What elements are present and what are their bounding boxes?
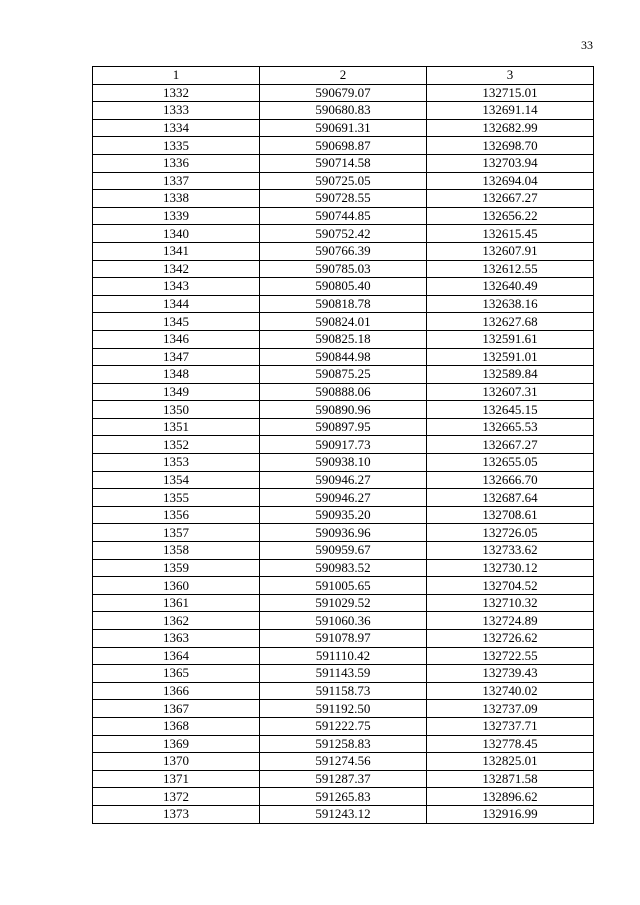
table-row bbox=[93, 84, 594, 102]
x-coordinate-cell: 590805.40 bbox=[260, 278, 427, 296]
point-number-cell: 1340 bbox=[93, 225, 260, 243]
x-coordinate-cell: 591060.36 bbox=[260, 612, 427, 630]
point-number-cell: 1354 bbox=[93, 471, 260, 489]
x-coordinate-cell: 590897.95 bbox=[260, 418, 427, 436]
table-row bbox=[93, 401, 594, 419]
table-row bbox=[93, 542, 594, 560]
y-coordinate-cell: 132655.05 bbox=[427, 454, 594, 472]
y-coordinate-cell: 132589.84 bbox=[427, 366, 594, 384]
point-number-cell: 1335 bbox=[93, 137, 260, 155]
x-coordinate-cell: 590744.85 bbox=[260, 207, 427, 225]
header-row bbox=[93, 67, 594, 85]
point-number-cell: 1337 bbox=[93, 172, 260, 190]
x-coordinate-cell: 591192.50 bbox=[260, 700, 427, 718]
table-row bbox=[93, 559, 594, 577]
x-coordinate-cell: 590680.83 bbox=[260, 102, 427, 120]
table-row bbox=[93, 418, 594, 436]
page-number: 33 bbox=[581, 38, 593, 52]
point-number-cell: 1357 bbox=[93, 524, 260, 542]
point-number-cell: 1346 bbox=[93, 330, 260, 348]
x-coordinate-cell: 590946.27 bbox=[260, 471, 427, 489]
point-number-cell: 1360 bbox=[93, 577, 260, 595]
x-coordinate-cell: 591265.83 bbox=[260, 788, 427, 806]
point-number-cell: 1353 bbox=[93, 454, 260, 472]
y-coordinate-cell: 132591.01 bbox=[427, 348, 594, 366]
y-coordinate-cell: 132665.53 bbox=[427, 418, 594, 436]
x-coordinate-cell: 590946.27 bbox=[260, 489, 427, 507]
table-body bbox=[93, 84, 594, 823]
x-coordinate-cell: 590818.78 bbox=[260, 295, 427, 313]
table-row bbox=[93, 577, 594, 595]
table-row bbox=[93, 172, 594, 190]
point-number-cell: 1352 bbox=[93, 436, 260, 454]
point-number-cell: 1365 bbox=[93, 665, 260, 683]
point-number-cell: 1347 bbox=[93, 348, 260, 366]
point-number-cell: 1345 bbox=[93, 313, 260, 331]
coordinates-table bbox=[92, 66, 594, 824]
y-coordinate-cell: 132722.55 bbox=[427, 647, 594, 665]
y-coordinate-cell: 132708.61 bbox=[427, 506, 594, 524]
y-coordinate-cell: 132638.16 bbox=[427, 295, 594, 313]
table-row bbox=[93, 102, 594, 120]
table-row bbox=[93, 260, 594, 278]
y-coordinate-cell: 132687.64 bbox=[427, 489, 594, 507]
x-coordinate-cell: 591158.73 bbox=[260, 682, 427, 700]
x-coordinate-cell: 590691.31 bbox=[260, 119, 427, 137]
y-coordinate-cell: 132666.70 bbox=[427, 471, 594, 489]
x-coordinate-cell: 591287.37 bbox=[260, 770, 427, 788]
table-row bbox=[93, 137, 594, 155]
x-coordinate-cell: 590825.18 bbox=[260, 330, 427, 348]
point-number-cell: 1341 bbox=[93, 242, 260, 260]
table-row bbox=[93, 278, 594, 296]
y-coordinate-cell: 132703.94 bbox=[427, 154, 594, 172]
y-coordinate-cell: 132704.52 bbox=[427, 577, 594, 595]
y-coordinate-cell: 132640.49 bbox=[427, 278, 594, 296]
y-coordinate-cell: 132627.68 bbox=[427, 313, 594, 331]
x-coordinate-cell: 590938.10 bbox=[260, 454, 427, 472]
y-coordinate-cell: 132710.32 bbox=[427, 594, 594, 612]
y-coordinate-cell: 132740.02 bbox=[427, 682, 594, 700]
y-coordinate-cell: 132739.43 bbox=[427, 665, 594, 683]
point-number-cell: 1356 bbox=[93, 506, 260, 524]
table-row bbox=[93, 770, 594, 788]
x-coordinate-cell: 591222.75 bbox=[260, 717, 427, 735]
x-coordinate-cell: 590844.98 bbox=[260, 348, 427, 366]
point-number-cell: 1355 bbox=[93, 489, 260, 507]
x-coordinate-cell: 591274.56 bbox=[260, 753, 427, 771]
table-row bbox=[93, 506, 594, 524]
y-coordinate-cell: 132896.62 bbox=[427, 788, 594, 806]
point-number-cell: 1350 bbox=[93, 401, 260, 419]
y-coordinate-cell: 132691.14 bbox=[427, 102, 594, 120]
point-number-cell: 1339 bbox=[93, 207, 260, 225]
x-coordinate-cell: 590890.96 bbox=[260, 401, 427, 419]
x-coordinate-cell: 590785.03 bbox=[260, 260, 427, 278]
column-header-2: 2 bbox=[260, 67, 427, 85]
y-coordinate-cell: 132726.62 bbox=[427, 630, 594, 648]
table-row bbox=[93, 612, 594, 630]
point-number-cell: 1369 bbox=[93, 735, 260, 753]
x-coordinate-cell: 590936.96 bbox=[260, 524, 427, 542]
point-number-cell: 1362 bbox=[93, 612, 260, 630]
table-row bbox=[93, 313, 594, 331]
y-coordinate-cell: 132715.01 bbox=[427, 84, 594, 102]
y-coordinate-cell: 132694.04 bbox=[427, 172, 594, 190]
y-coordinate-cell: 132737.09 bbox=[427, 700, 594, 718]
y-coordinate-cell: 132698.70 bbox=[427, 137, 594, 155]
point-number-cell: 1351 bbox=[93, 418, 260, 436]
y-coordinate-cell: 132682.99 bbox=[427, 119, 594, 137]
x-coordinate-cell: 591258.83 bbox=[260, 735, 427, 753]
table-row bbox=[93, 594, 594, 612]
table-row bbox=[93, 630, 594, 648]
table-row bbox=[93, 454, 594, 472]
column-header-1: 1 bbox=[93, 67, 260, 85]
y-coordinate-cell: 132733.62 bbox=[427, 542, 594, 560]
y-coordinate-cell: 132737.71 bbox=[427, 717, 594, 735]
table-row bbox=[93, 735, 594, 753]
y-coordinate-cell: 132615.45 bbox=[427, 225, 594, 243]
x-coordinate-cell: 590725.05 bbox=[260, 172, 427, 190]
x-coordinate-cell: 590679.07 bbox=[260, 84, 427, 102]
point-number-cell: 1344 bbox=[93, 295, 260, 313]
point-number-cell: 1334 bbox=[93, 119, 260, 137]
point-number-cell: 1368 bbox=[93, 717, 260, 735]
point-number-cell: 1372 bbox=[93, 788, 260, 806]
table-row bbox=[93, 225, 594, 243]
point-number-cell: 1342 bbox=[93, 260, 260, 278]
point-number-cell: 1338 bbox=[93, 190, 260, 208]
y-coordinate-cell: 132667.27 bbox=[427, 436, 594, 454]
table-row bbox=[93, 348, 594, 366]
table-row bbox=[93, 436, 594, 454]
table-row bbox=[93, 647, 594, 665]
x-coordinate-cell: 590824.01 bbox=[260, 313, 427, 331]
y-coordinate-cell: 132612.55 bbox=[427, 260, 594, 278]
table-row bbox=[93, 330, 594, 348]
y-coordinate-cell: 132607.31 bbox=[427, 383, 594, 401]
point-number-cell: 1371 bbox=[93, 770, 260, 788]
point-number-cell: 1361 bbox=[93, 594, 260, 612]
y-coordinate-cell: 132916.99 bbox=[427, 805, 594, 823]
point-number-cell: 1363 bbox=[93, 630, 260, 648]
table-row bbox=[93, 682, 594, 700]
x-coordinate-cell: 590728.55 bbox=[260, 190, 427, 208]
table-row bbox=[93, 383, 594, 401]
point-number-cell: 1349 bbox=[93, 383, 260, 401]
x-coordinate-cell: 591243.12 bbox=[260, 805, 427, 823]
x-coordinate-cell: 590917.73 bbox=[260, 436, 427, 454]
x-coordinate-cell: 590714.58 bbox=[260, 154, 427, 172]
x-coordinate-cell: 591005.65 bbox=[260, 577, 427, 595]
point-number-cell: 1367 bbox=[93, 700, 260, 718]
table-row bbox=[93, 366, 594, 384]
table-row bbox=[93, 665, 594, 683]
point-number-cell: 1358 bbox=[93, 542, 260, 560]
x-coordinate-cell: 590983.52 bbox=[260, 559, 427, 577]
y-coordinate-cell: 132656.22 bbox=[427, 207, 594, 225]
table-row bbox=[93, 805, 594, 823]
y-coordinate-cell: 132726.05 bbox=[427, 524, 594, 542]
x-coordinate-cell: 590935.20 bbox=[260, 506, 427, 524]
x-coordinate-cell: 590766.39 bbox=[260, 242, 427, 260]
table-row bbox=[93, 471, 594, 489]
table-row bbox=[93, 753, 594, 771]
y-coordinate-cell: 132645.15 bbox=[427, 401, 594, 419]
y-coordinate-cell: 132871.58 bbox=[427, 770, 594, 788]
column-header-3: 3 bbox=[427, 67, 594, 85]
x-coordinate-cell: 591143.59 bbox=[260, 665, 427, 683]
x-coordinate-cell: 591029.52 bbox=[260, 594, 427, 612]
x-coordinate-cell: 590752.42 bbox=[260, 225, 427, 243]
table-row bbox=[93, 119, 594, 137]
x-coordinate-cell: 590888.06 bbox=[260, 383, 427, 401]
y-coordinate-cell: 132667.27 bbox=[427, 190, 594, 208]
point-number-cell: 1366 bbox=[93, 682, 260, 700]
point-number-cell: 1359 bbox=[93, 559, 260, 577]
x-coordinate-cell: 591110.42 bbox=[260, 647, 427, 665]
table-row bbox=[93, 524, 594, 542]
x-coordinate-cell: 591078.97 bbox=[260, 630, 427, 648]
y-coordinate-cell: 132607.91 bbox=[427, 242, 594, 260]
y-coordinate-cell: 132724.89 bbox=[427, 612, 594, 630]
table-row bbox=[93, 242, 594, 260]
x-coordinate-cell: 590875.25 bbox=[260, 366, 427, 384]
point-number-cell: 1332 bbox=[93, 84, 260, 102]
table-row bbox=[93, 190, 594, 208]
table-row bbox=[93, 154, 594, 172]
table-row bbox=[93, 207, 594, 225]
point-number-cell: 1348 bbox=[93, 366, 260, 384]
point-number-cell: 1370 bbox=[93, 753, 260, 771]
table-header bbox=[93, 67, 594, 85]
table-row bbox=[93, 717, 594, 735]
table-row bbox=[93, 489, 594, 507]
x-coordinate-cell: 590959.67 bbox=[260, 542, 427, 560]
y-coordinate-cell: 132730.12 bbox=[427, 559, 594, 577]
y-coordinate-cell: 132778.45 bbox=[427, 735, 594, 753]
table-row bbox=[93, 788, 594, 806]
x-coordinate-cell: 590698.87 bbox=[260, 137, 427, 155]
point-number-cell: 1336 bbox=[93, 154, 260, 172]
y-coordinate-cell: 132825.01 bbox=[427, 753, 594, 771]
y-coordinate-cell: 132591.61 bbox=[427, 330, 594, 348]
point-number-cell: 1364 bbox=[93, 647, 260, 665]
table-row bbox=[93, 700, 594, 718]
table-row bbox=[93, 295, 594, 313]
point-number-cell: 1373 bbox=[93, 805, 260, 823]
point-number-cell: 1343 bbox=[93, 278, 260, 296]
point-number-cell: 1333 bbox=[93, 102, 260, 120]
